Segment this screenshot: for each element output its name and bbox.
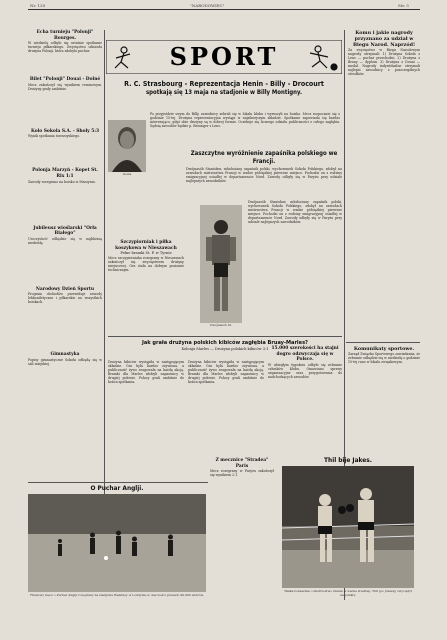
boxing-caption: Walka bokserska o mistrzostwo świata w wadze średniej. Thil (po prawej) zwyciężył na punkty.: [284, 589, 412, 597]
footballer-icon: [310, 46, 337, 70]
club-headline: 15.000 szerokości ha stajni dogro odzwyczaja się w Polsce.: [271, 346, 339, 363]
wrestler-photo: [200, 205, 242, 323]
handball-story: [108, 240, 184, 316]
player-portrait: [108, 120, 146, 172]
wrestling-body: Dwójnasób Stanisław, młodociany zapaśnik polski, wychowanek Sokoła Polskiego, zdobył na zawodach mistrzostwa Francji w wadze półciężkiej pierwsze miejsce. Pochodzi on z rodziny emigracyjnej osiadłej w departamencie Nord. Zawody odbyły się w Paryżu przy udziale najlepszych zawodników.: [186, 167, 342, 183]
fans-headline: Jak grała drużyna polskich kibiców zagłębia Bruay-Marles?: [142, 340, 308, 346]
left-item-2-body: Mecz zakończył się wynikiem remisowym. Drużyny grały ambitnie.: [28, 82, 102, 91]
main-subhead: spotkają się 13 maja na stadjonie w Billy Montigny.: [145, 89, 303, 96]
fans-body-col2: Drużyna kibiców wystąpiła w następującym składzie. Gra była bardzo ożywiona, a publiczność żywo reagowała na każdą akcję. Bramki dla Marles zdobyli napastnicy w drugiej połowie. Polacy grali ambitnie do końca spotkania.: [188, 360, 264, 384]
newspaper-name: "NARODOWIEC": [190, 3, 225, 8]
left-column: [28, 30, 102, 408]
small-notice-body: Mecz rozegrany w Paryżu zakończył się wynikiem 2:1.: [210, 469, 274, 478]
runner-icon: [115, 47, 130, 68]
main-story-body: Po przyjeździe swym do Billy, zawodnicy zebrali się w lokalu klubu i wyruszyli na boisko. Mecz rozpocznie się o godzinie 15-tej. Drużyna reprezentacyjna wystąpi w najsilniejszym składzie. Spotkanie zapowiada się bardzo interesująco, gdyż obie drużyny są w dobrej formie. Oczekuje się licznego udziału publiczności z całego zagłębia. Sędzią zawodów będzie p. Beranger z Lens.: [150, 112, 340, 128]
left-item-3-body: Wynik spotkania towarzyskiego.: [28, 134, 80, 139]
communiques-headline: Komunikaty sportowe.: [353, 346, 415, 352]
wrestler-caption: Dwójnasób St.: [210, 323, 232, 327]
left-item-3-headline: Kolo Sokola S.A. - Sholy 5:3: [30, 128, 99, 134]
left-item-5-body: Uroczystość odbędzie się w najbliższą niedzielę.: [28, 236, 102, 245]
sport-section-title: SPORT: [169, 42, 279, 71]
communiques-body: Zarząd Związku Sportowego zawiadamia, że zebranie odbędzie się w niedzielę o godzinie 10-tej rano w lokalu związkowym.: [348, 352, 420, 364]
left-item-6-headline: Narodowy Dzień Sportu: [35, 286, 95, 292]
right-column: [348, 30, 420, 338]
left-item-1-body: W niedzielę odbyło się ostatnie spotkanie turnieju piłkarskiego. Zwycięstwo odniosła drużyna Polonji, która zdobyła puchar.: [28, 41, 102, 54]
portrait-caption: Gosia: [122, 172, 132, 176]
left-item-4-body: Zawody rozegrano na boisku w Marzyniu.: [28, 179, 96, 184]
football-story: [28, 484, 206, 492]
page-number-right: Str. 5: [398, 3, 409, 8]
left-item-7-body: Popisy gimnastyczne Sokoła odbędą się w sali miejskiej.: [28, 357, 102, 366]
boxing-story: [278, 456, 418, 464]
awards-body: Za zwycięstwo w Biegu Narodowym nagrody otrzymali: 1) Drużyna Sokoła z Lens — puchar przechodni. 2) Drużyna z Bruay — dyplom. 3) Drużyna z Douai — medal. Nagrody indywidualne otrzymali najlepsi zawodnicy z poszczególnych ośrodków.: [348, 48, 420, 76]
small-notice-headline: Z mecznice "Stradea" Paris: [215, 458, 269, 469]
wrestling-headline: Zaszczytne wyróżnienie zapaśnika polskiego we Francji.: [190, 150, 338, 165]
section-rule: [346, 342, 420, 343]
football-caption: Finałowy mecz o Puchar Anglji rozegrany na stadjonie Wembley w Londynie w obecności przeszło 90.000 widzów.: [30, 593, 204, 597]
wrestling-story: [186, 150, 342, 191]
section-rule: [108, 336, 342, 337]
boxing-headline: Thil bije Jakes.: [324, 456, 372, 464]
handball-body: Mecz szczypiorniaka rozegrany w Nieszawach zakończył się zwycięstwem drużyny miejscowej. Gra stała na dobrym poziomie technicznym.: [108, 255, 184, 272]
left-item-7-headline: Gimnastyka: [50, 352, 80, 358]
main-story: [108, 80, 340, 97]
sport-banner: [106, 40, 342, 74]
left-item-2-headline: Bilet "Polonji" Douai - Dolné: [29, 77, 101, 83]
club-body: W ubiegłym tygodniu odbyło się zebranie członków klubu. Omawiano sprawy organizacyjne oraz przygotowania do nadchodzących zawodów.: [268, 362, 342, 379]
club-story: [268, 346, 342, 443]
left-item-1-headline: Echa turnieju "Polonji" Bourges.: [36, 30, 94, 41]
awards-headline: Komu i jakie nagrody przyznano za udział w Biegu Narod. Naprzód!: [352, 30, 416, 48]
column-divider: [104, 30, 105, 500]
header-rule: [28, 9, 420, 10]
page-number-left: Nr. 130: [30, 3, 46, 8]
main-headline: R. C. Strasbourg - Reprezentacja Henin - Billy - Drocourt: [124, 80, 324, 88]
left-item-6-body: Program obchodów przewiduje zawody lekkoatletyczne i piłkarskie na wszystkich boiskach.: [28, 292, 102, 305]
left-item-5-headline: Jubileusz wioślarski "Orła Białego": [33, 225, 97, 237]
wrestling-body-continued: Dwójnasób Stanisław, młodociany zapaśnik polski, wychowanek Sokoła Polskiego, zdobył na zawodach mistrzostwa Francji w wadze półciężkiej pierwsze miejsce. Pochodzi on z rodziny emigracyjnej osiadłej w departamencie Nord. Zawody odbyły się w Paryżu przy udziale najlepszych zawodników.: [248, 200, 342, 224]
fans-subhead: Kolonja Marles — Drużyna polskich kibiców 3:1: [181, 347, 269, 351]
section-rule: [28, 482, 208, 483]
left-item-4-headline: Polonja Marzyń - Kopet St. Rix 1:1: [32, 168, 98, 179]
handball-subhead: Pełne bramki St. P. w Tyrnie: [120, 251, 172, 256]
boxing-photo: [282, 466, 414, 588]
small-notice: [210, 458, 274, 589]
handball-headline: Szczypiorniak i piłka koszykowa w Nieszawach: [115, 240, 177, 251]
football-photo: [28, 494, 206, 592]
communiques: [348, 346, 420, 448]
fans-body-col1: Drużyna kibiców wystąpiła w następującym składzie. Gra była bardzo ożywiona, a publiczność żywo reagowała na każdą akcję. Bramki dla Marles zdobyli napastnicy w drugiej połowie. Polacy grali ambitnie do końca spotkania.: [108, 360, 184, 384]
football-headline: O Puchar Anglji.: [90, 484, 144, 492]
